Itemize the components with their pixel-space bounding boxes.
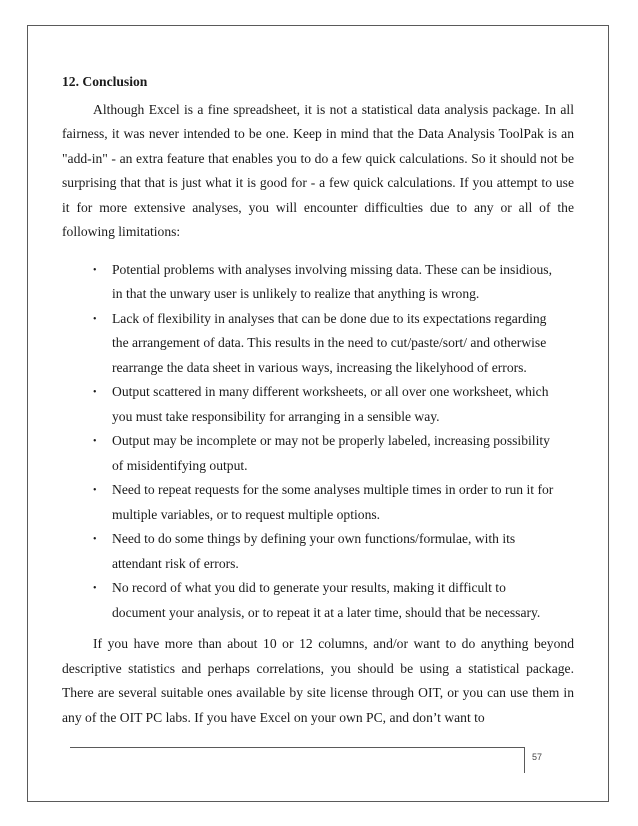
bullet-icon: • [93,313,97,325]
list-item [62,307,574,381]
page-number: 57 [532,752,543,762]
list-item-text: Need to do some things by defining your own functions/formulae, with its attendant risk of errors. [112,531,516,571]
bullet-icon: • [93,264,97,276]
limitations-list [62,258,574,626]
list-item [62,576,574,625]
bullet-icon: • [93,485,97,496]
footer-rule [70,747,524,748]
section-heading: 12. Conclusion [62,74,148,89]
list-item [62,429,574,478]
list-item-text: Need to repeat requests for the some analyses multiple times in order to run it for multiple variables, or to request multiple options. [112,482,554,522]
closing-paragraph: If you have more than about 10 or 12 columns, and/or want to do anything beyond descriptive statistics and perhaps correlations, you should be using a statistical package. There are several suitable ones available by site license through OIT, or you can use them in any of the OIT PC labs. If you have Excel on your own PC, and don’t want to [62,636,574,725]
list-item-text: Output may be incomplete or may not be properly labeled, increasing possibility of misidentifying output. [112,433,550,473]
list-item-text: Potential problems with analyses involving missing data. These can be insidious, in that the unwary user is unlikely to realize that anything is wrong. [112,261,552,301]
list-item-text: Output scattered in many different worksheets, or all over one worksheet, which you must take responsibility for arranging in a sensible way. [112,384,549,424]
bullet-icon: • [93,436,97,447]
list-item [62,380,574,429]
list-item-text: Lack of flexibility in analyses that can be done due to its expectations regarding the arrangement of data. This results in the need to cut/paste/sort/ and otherwise rearrange the data sheet in various ways, increasing the likelyhood of errors. [112,310,547,375]
page-content [62,70,574,730]
list-item-text: No record of what you did to generate your results, making it difficult to document your analysis, or to repeat it at a later time, should that be necessary. [112,580,541,620]
list-item [62,258,574,307]
bullet-icon: • [93,387,97,398]
intro-paragraph: Although Excel is a fine spreadsheet, it is not a statistical data analysis package. In all fairness, it was never intended to be one. Keep in mind that the Data Analysis ToolPak is an "add-in" - an extra feature that enables you to do a few quick calculations. So it should not be surprising that that is just what it is good for - a few quick calculations. If you attempt to use it for more extensive analyses, you will encounter difficulties due to any or all of the following limitations: [62,101,574,239]
footer-divider [524,747,525,773]
list-item [62,478,574,527]
bullet-icon: • [93,583,97,594]
list-item [62,527,574,576]
bullet-icon: • [93,534,97,545]
